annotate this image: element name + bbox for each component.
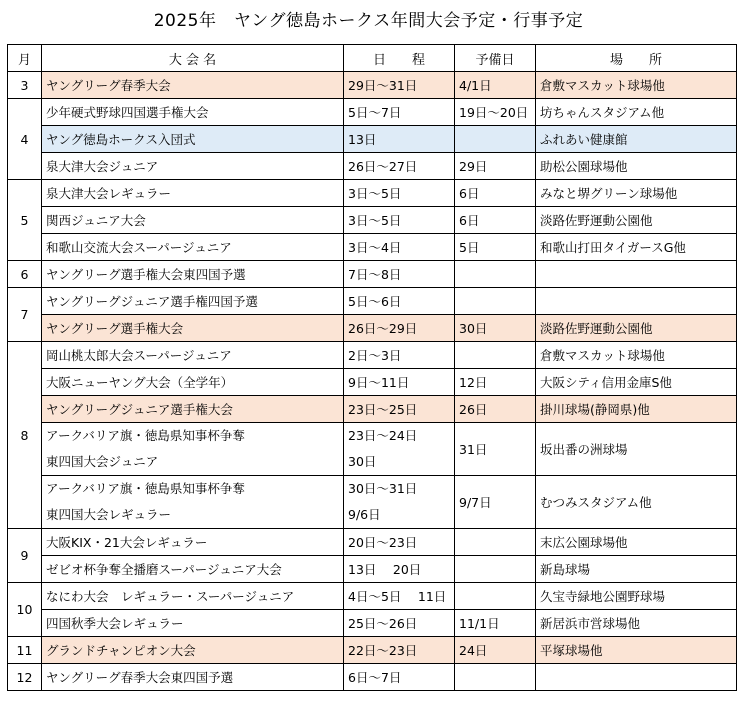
table-row [8, 423, 737, 476]
place-cell: 和歌山打田タイガースG他 [536, 234, 737, 261]
reserve-cell: 30日 [455, 315, 536, 342]
date-line: 30日～31日 [348, 481, 418, 496]
table-row [8, 369, 737, 396]
reserve-cell: 4/1日 [455, 72, 536, 99]
event-cell: ヤングリーグジュニア選手権四国予選 [42, 288, 344, 315]
schedule-table [7, 44, 737, 691]
date-line: 9/6日 [348, 507, 381, 522]
date-cell: 13日 [344, 126, 455, 153]
table-row [8, 261, 737, 288]
place-cell: 新島球場 [536, 556, 737, 583]
place-cell: 坂出番の洲球場 [536, 423, 737, 476]
event-line: アークバリア旗・徳島県知事杯争奪 [46, 481, 245, 496]
page-title: 2025年 ヤング徳島ホークス年間大会予定・行事予定 [153, 11, 584, 31]
reserve-cell [455, 288, 536, 315]
place-cell: むつみスタジアム他 [536, 476, 737, 529]
event-cell: ヤング徳島ホークス入団式 [42, 126, 344, 153]
month-cell: 10 [8, 583, 42, 637]
event-cell: 大阪ニューヤング大会（全学年） [42, 369, 344, 396]
reserve-cell: 26日 [455, 396, 536, 423]
date-cell: 13日 20日 [344, 556, 455, 583]
header-date: 日 程 [344, 45, 455, 72]
place-cell: 倉敷マスカット球場他 [536, 72, 737, 99]
event-cell: ヤングリーグ選手権大会 [42, 315, 344, 342]
header-month: 月 [8, 45, 42, 72]
date-cell: 3日～5日 [344, 180, 455, 207]
event-cell: ヤングリーグ選手権大会東四国予選 [42, 261, 344, 288]
event-line: 東四国大会ジュニア [46, 454, 159, 469]
table-row [8, 99, 737, 126]
date-cell: 26日～27日 [344, 153, 455, 180]
date-cell: 3日～5日 [344, 207, 455, 234]
date-cell: 5日～7日 [344, 99, 455, 126]
place-cell: ふれあい健康館 [536, 126, 737, 153]
table-row [8, 476, 737, 529]
reserve-cell: 29日 [455, 153, 536, 180]
table-row [8, 315, 737, 342]
table-row [8, 664, 737, 691]
date-cell: 5日～6日 [344, 288, 455, 315]
reserve-cell [455, 583, 536, 610]
month-cell: 8 [8, 342, 42, 529]
reserve-cell: 6日 [455, 180, 536, 207]
header-reserve: 予備日 [455, 45, 536, 72]
table-row [8, 556, 737, 583]
reserve-cell: 24日 [455, 637, 536, 664]
month-cell: 3 [8, 72, 42, 99]
month-cell: 12 [8, 664, 42, 691]
place-cell: 掛川球場(静岡県)他 [536, 396, 737, 423]
reserve-cell: 19日～20日 [455, 99, 536, 126]
table-row [8, 153, 737, 180]
place-cell: 淡路佐野運動公園他 [536, 207, 737, 234]
reserve-cell [455, 342, 536, 369]
header-place: 場 所 [536, 45, 737, 72]
event-cell: ヤングリーグ春季大会東四国予選 [42, 664, 344, 691]
date-cell: 3日～4日 [344, 234, 455, 261]
event-cell: 大阪KIX・21大会レギュラー [42, 529, 344, 556]
event-cell [42, 476, 344, 529]
reserve-cell: 12日 [455, 369, 536, 396]
place-cell: 大阪シティ信用金庫S他 [536, 369, 737, 396]
header-event: 大 会 名 [42, 45, 344, 72]
reserve-cell [455, 556, 536, 583]
event-cell: ヤングリーグ春季大会 [42, 72, 344, 99]
month-cell: 5 [8, 180, 42, 261]
date-cell: 29日～31日 [344, 72, 455, 99]
place-cell: 平塚球場他 [536, 637, 737, 664]
event-cell: 少年硬式野球四国選手権大会 [42, 99, 344, 126]
place-cell: みなと堺グリーン球場他 [536, 180, 737, 207]
date-cell: 2日～3日 [344, 342, 455, 369]
date-cell: 23日～25日 [344, 396, 455, 423]
month-cell: 7 [8, 288, 42, 342]
date-cell: 20日～23日 [344, 529, 455, 556]
event-cell: 四国秋季大会レギュラー [42, 610, 344, 637]
place-cell: 倉敷マスカット球場他 [536, 342, 737, 369]
date-line: 23日～24日 [348, 428, 418, 443]
reserve-cell: 6日 [455, 207, 536, 234]
place-cell [536, 288, 737, 315]
reserve-cell [455, 664, 536, 691]
event-line: 東四国大会レギュラー [46, 507, 172, 522]
table-row [8, 396, 737, 423]
table-row [8, 610, 737, 637]
table-row [8, 342, 737, 369]
reserve-cell [455, 126, 536, 153]
table-row [8, 207, 737, 234]
place-cell: 坊ちゃんスタジアム他 [536, 99, 737, 126]
date-cell: 7日～8日 [344, 261, 455, 288]
place-cell [536, 261, 737, 288]
event-line: アークバリア旗・徳島県知事杯争奪 [46, 428, 245, 443]
event-cell: 岡山桃太郎大会スーパージュニア [42, 342, 344, 369]
place-cell [536, 664, 737, 691]
table-row [8, 126, 737, 153]
date-cell: 26日～29日 [344, 315, 455, 342]
place-cell: 淡路佐野運動公園他 [536, 315, 737, 342]
table-row [8, 234, 737, 261]
date-cell: 22日～23日 [344, 637, 455, 664]
place-cell: 助松公園球場他 [536, 153, 737, 180]
reserve-cell [455, 529, 536, 556]
table-row [8, 288, 737, 315]
event-cell: 泉大津大会ジュニア [42, 153, 344, 180]
event-cell: ゼビオ杯争奪全播磨スーパージュニア大会 [42, 556, 344, 583]
place-cell: 新居浜市営球場他 [536, 610, 737, 637]
table-row [8, 529, 737, 556]
date-cell [344, 423, 455, 476]
table-row [8, 72, 737, 99]
reserve-cell: 5日 [455, 234, 536, 261]
month-cell: 11 [8, 637, 42, 664]
reserve-cell: 31日 [455, 423, 536, 476]
month-cell: 4 [8, 99, 42, 180]
place-cell: 末広公園球場他 [536, 529, 737, 556]
event-cell: ヤングリーグジュニア選手権大会 [42, 396, 344, 423]
header-row [8, 45, 737, 72]
reserve-cell: 11/1日 [455, 610, 536, 637]
table-row [8, 637, 737, 664]
date-line: 30日 [348, 454, 377, 469]
date-cell: 4日～5日 11日 [344, 583, 455, 610]
reserve-cell: 9/7日 [455, 476, 536, 529]
event-cell: なにわ大会 レギュラー・スーパージュニア [42, 583, 344, 610]
date-cell: 6日～7日 [344, 664, 455, 691]
event-cell: グランドチャンピオン大会 [42, 637, 344, 664]
table-row [8, 583, 737, 610]
table-row [8, 180, 737, 207]
month-cell: 9 [8, 529, 42, 583]
event-cell: 泉大津大会レギュラー [42, 180, 344, 207]
place-cell: 久宝寺緑地公園野球場 [536, 583, 737, 610]
month-cell: 6 [8, 261, 42, 288]
reserve-cell [455, 261, 536, 288]
event-cell: 和歌山交流大会スーパージュニア [42, 234, 344, 261]
event-cell [42, 423, 344, 476]
date-cell: 9日～11日 [344, 369, 455, 396]
event-cell: 関西ジュニア大会 [42, 207, 344, 234]
date-cell: 25日～26日 [344, 610, 455, 637]
date-cell [344, 476, 455, 529]
